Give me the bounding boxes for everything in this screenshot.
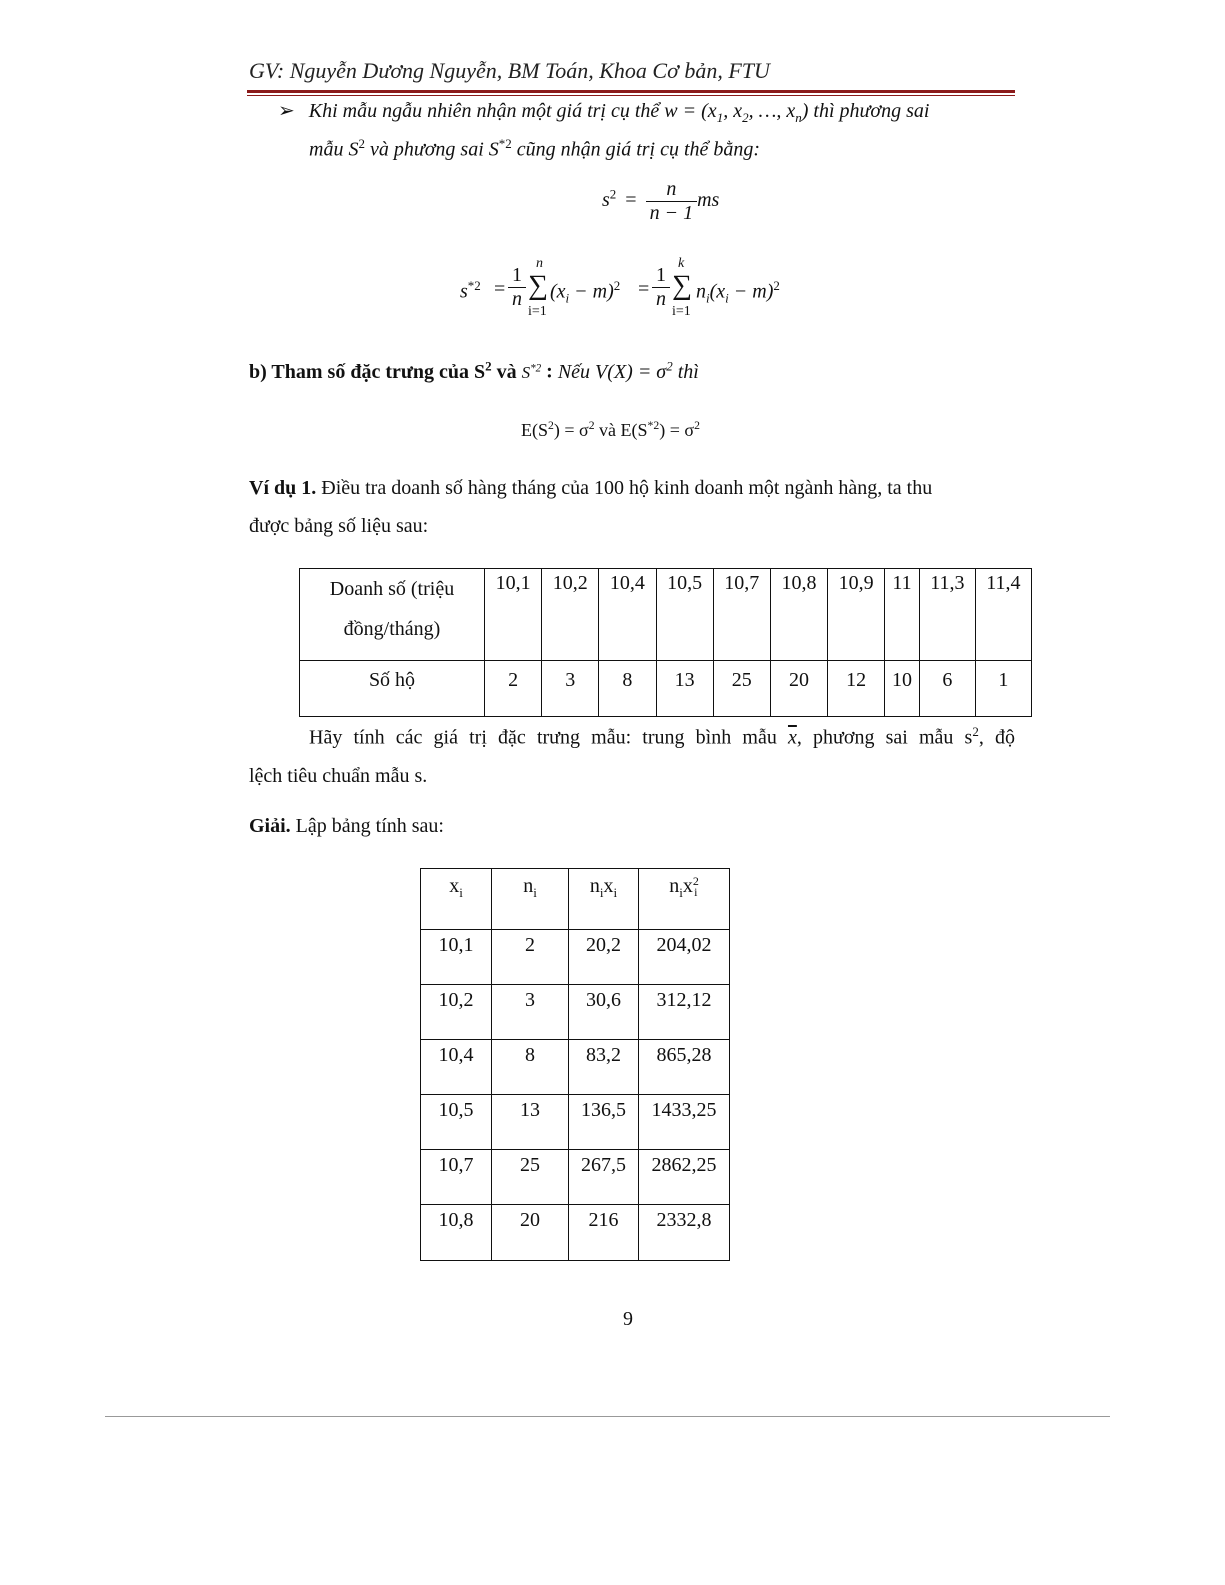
table-header-cell: $n_ix$ 2 i (639, 869, 730, 930)
table-cell: 20 (492, 1205, 569, 1261)
table-cell: 10,2 (421, 985, 492, 1040)
table-cell: 3 (492, 985, 569, 1040)
table-cell: 8 (599, 661, 656, 717)
table-cell: 2 (485, 661, 542, 717)
section-b-heading: b) Tham số đặc trưng của $S^2$ và $S^{*2}$ : Nếu $V(X) = \sigma^2$ thì (249, 358, 699, 383)
table-cell: 10,5 (656, 569, 713, 661)
table-cell: 13 (656, 661, 713, 717)
table-cell: 30,6 (569, 985, 639, 1040)
table-header-cell: $n_ix_i$ (569, 869, 639, 930)
bullet-marker-icon: ➢ (278, 100, 295, 122)
table-cell: 10,2 (542, 569, 599, 661)
table-cell: 11,4 (975, 569, 1031, 661)
table-cell: 6 (919, 661, 975, 717)
table-cell: 25 (713, 661, 770, 717)
table-row (421, 985, 730, 1040)
example-paragraph: Ví dụ 1. Điều tra doanh số hàng tháng của 100 hộ kinh doanh một ngành hàng, ta thu được bảng số liệu sau: (249, 477, 933, 537)
table-cell: 865,28 (639, 1040, 730, 1095)
table-header-cell: Số hộ (300, 661, 485, 717)
table-cell: 83,2 (569, 1040, 639, 1095)
table-row (421, 1095, 730, 1150)
table-header-cell: $x_i$ (421, 869, 492, 930)
table-cell: 204,02 (639, 930, 730, 985)
table-row (421, 1150, 730, 1205)
table-cell: 10,4 (599, 569, 656, 661)
table-cell: 1433,25 (639, 1095, 730, 1150)
table-header-cell: $n_i$ (492, 869, 569, 930)
table-cell: 1 (975, 661, 1031, 717)
table-cell: 2 (492, 930, 569, 985)
table-cell: 10,8 (770, 569, 827, 661)
footer-rule (105, 1416, 1110, 1417)
table-cell: 10,8 (421, 1205, 492, 1261)
table-cell: 10,4 (421, 1040, 492, 1095)
header-rule-thin (247, 95, 1015, 96)
table-cell: 10,1 (421, 930, 492, 985)
table-cell: 12 (828, 661, 885, 717)
formula-corrected-variance: $s^{*2}$ = $\frac{1}{n}$ n ∑ i=1 $(x_i - m)^2$ = $\frac{1}{n}$ k ∑ i=1 $n_i(x_i - m)^2$ (460, 256, 780, 319)
table-cell: 10,7 (421, 1150, 492, 1205)
table-cell: 136,5 (569, 1095, 639, 1150)
table-cell: 10,7 (713, 569, 770, 661)
table-cell: 10,5 (421, 1095, 492, 1150)
header-rule-thick (247, 90, 1015, 93)
table-cell: 2862,25 (639, 1150, 730, 1205)
formula-sample-variance: $s^2$ = $\frac{n}{n - 1}$ ms (602, 178, 720, 224)
table-row (300, 661, 1032, 717)
table-cell: 312,12 (639, 985, 730, 1040)
page-number: 9 (623, 1308, 633, 1330)
table-cell: 13 (492, 1095, 569, 1150)
bullet-line-1: ➢ Khi mẫu ngẫu nhiên nhận một giá trị cụ thể $w = (x_1$, $x_2$, …, $x_n$) thì phương sai (278, 100, 930, 125)
table-cell: 10,1 (485, 569, 542, 661)
table-cell: 267,5 (569, 1150, 639, 1205)
table-row (421, 869, 730, 930)
table-cell: 10,9 (828, 569, 885, 661)
formula-expectation: $E(S^2) = \sigma^2$ và $E(S^{*2}) = \sigma^2$ (521, 419, 700, 440)
table-cell: 3 (542, 661, 599, 717)
table-cell: 11 (885, 569, 920, 661)
table-cell: 216 (569, 1205, 639, 1261)
solution-paragraph: Giải. Lập bảng tính sau: (249, 815, 444, 837)
table-cell: 10 (885, 661, 920, 717)
table-header-cell: Doanh số (triệu đồng/tháng) (300, 569, 485, 661)
table-cell: 20 (770, 661, 827, 717)
bullet-line-2: mẫu $S^2$ và phương sai $S^{*2}$ cũng nhận giá trị cụ thể bằng: (309, 136, 761, 161)
table-row (421, 1040, 730, 1095)
table-cell: 8 (492, 1040, 569, 1095)
table-cell: 2332,8 (639, 1205, 730, 1261)
data-table (299, 568, 1032, 717)
table-row (300, 569, 1032, 661)
table-row (421, 930, 730, 985)
table-cell: 20,2 (569, 930, 639, 985)
page-header: GV: Nguyễn Dương Nguyễn, BM Toán, Khoa Cơ bản, FTU (249, 58, 770, 83)
table-row (421, 1205, 730, 1261)
table-cell: 25 (492, 1150, 569, 1205)
task-paragraph: Hãy tính các giá trị đặc trưng mẫu: trung bình mẫu $\overline{x}$, phương sai mẫu $s^2$, độ lệch tiêu chuẩn mẫu s. (249, 724, 1015, 787)
table-cell: 11,3 (919, 569, 975, 661)
calc-table (420, 868, 730, 1261)
